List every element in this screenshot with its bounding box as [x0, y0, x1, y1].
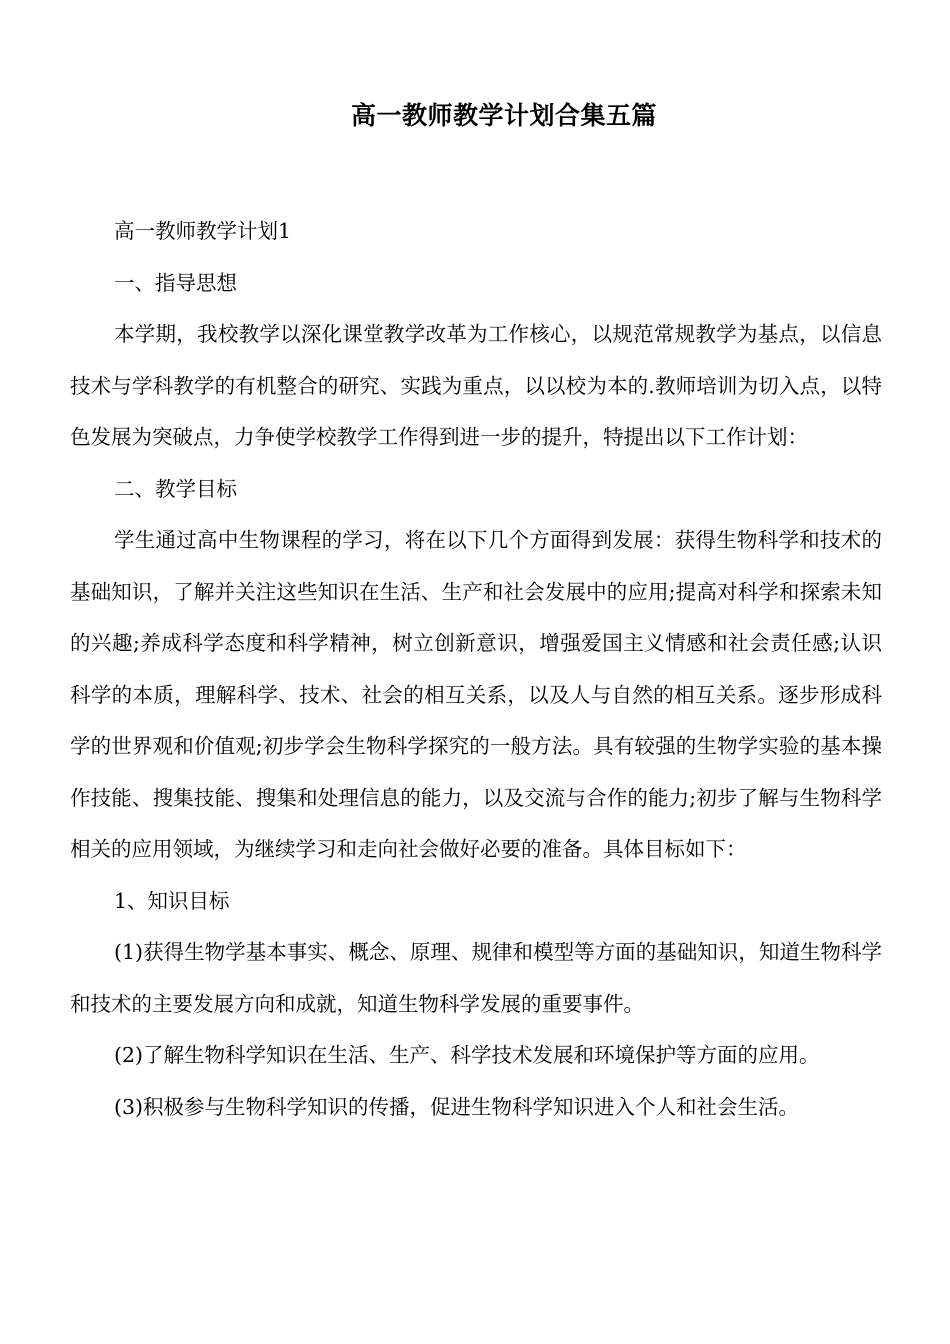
list-item: (3)积极参与生物科学知识的传播，促进生物科学知识进入个人和社会生活。	[114, 1094, 800, 1119]
body-paragraph: 本学期，我校教学以深化课堂教学改革为工作核心，以规范常规教学为基点，以信息技术与学科教学的有机整合的研究、实践为重点，以以校为本的.教师培训为切入点，以特色发展为突破点，力争使学校教学工作得到进一步的提升，特提出以下工作计划：	[70, 322, 882, 449]
section-heading: 高一教师教学计划1	[114, 219, 292, 243]
subsection-heading: 一、指导思想	[114, 270, 237, 295]
list-item: (1)获得生物学基本事实、概念、原理、规律和模型等方面的基础知识，知道生物科学和技术的主要发展方向和成就，知道生物科学发展的重要事件。	[70, 940, 882, 1016]
subsection-heading: 1、知识目标	[114, 888, 230, 913]
document-title: 高一教师教学计划合集五篇	[350, 101, 657, 130]
list-item: (2)了解生物科学知识在生活、生产、科学技术发展和环境保护等方面的应用。	[114, 1043, 820, 1067]
body-paragraph: 学生通过高中生物课程的学习，将在以下几个方面得到发展：获得生物科学和技术的基础知识，了解并关注这些知识在生活、生产和社会发展中的应用;提高对科学和探索未知的兴趣;养成科学态度和科学精神，树立创新意识，增强爱国主义情感和社会责任感;认识科学的本质，理解科学、技术、社会的相互关系，以及人与自然的相互关系。逐步形成科学的世界观和价值观;初步学会生物科学探究的一般方法。具有较强的生物学实验的基本操作技能、搜集技能、搜集和处理信息的能力，以及交流与合作的能力;初步了解与生物科学相关的应用领域，为继续学习和走向社会做好必要的准备。具体目标如下：	[70, 528, 882, 861]
subsection-heading: 二、教学目标	[114, 476, 237, 501]
document-body	[70, 206, 882, 1133]
